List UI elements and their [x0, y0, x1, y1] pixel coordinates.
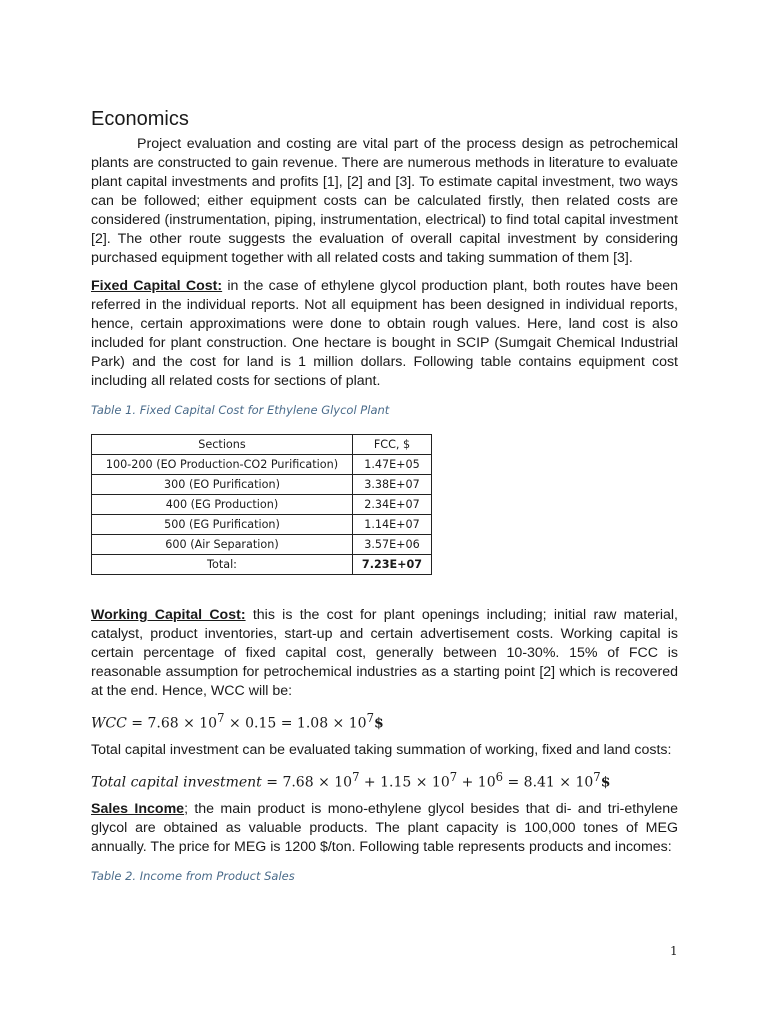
table-cell-section: 600 (Air Separation)	[92, 535, 353, 555]
table-cell-fcc: 3.38E+07	[353, 475, 432, 495]
eq1-unit: $	[373, 715, 384, 732]
table-row	[92, 495, 432, 515]
eq2-exp: 7	[593, 770, 601, 784]
section-heading: Economics	[91, 108, 189, 130]
sales-income-text: ; the main product is mono-ethylene glycol besides that di- and tri-ethylene glycol are obtained as valuable products. The plant capacity is 100,000 tones of MEG annually. The price for MEG is 1200 $/ton. Following table represents products and incomes:	[91, 801, 678, 855]
table-header-fcc: FCC, $	[353, 435, 432, 455]
table-header-row	[92, 435, 432, 455]
fixed-capital-text: in the case of ethylene glycol production plant, both routes have been referred in the individual reports. Not all equipment has been designed in individual reports, hence, certain approximations were done to obtain rough values. Here, land cost is also included for plant construction. One hectare is bought in SCIP (Sumgait Chemical Industrial Park) and the cost for land is 1 million dollars. Following table contains equipment cost including all related costs for sections of plant.	[91, 278, 678, 389]
tci-var: Total capital investment	[91, 774, 262, 791]
eq2-exp: 6	[495, 770, 504, 784]
fixed-capital-label: Fixed Capital Cost:	[91, 278, 223, 294]
table-cell-fcc: 2.34E+07	[353, 495, 432, 515]
table2-caption: Table 2. Income from Product Sales	[91, 869, 295, 883]
table-row	[92, 475, 432, 495]
table-cell-fcc: 3.57E+06	[353, 535, 432, 555]
eq2-exp: 7	[449, 770, 458, 784]
table-total-label: Total:	[92, 555, 353, 575]
fixed-capital-paragraph	[91, 277, 678, 391]
table-cell-section: 100-200 (EO Production-CO2 Purification)	[92, 455, 353, 475]
eq1-part: × 0.15 = 1.08 × 10	[224, 715, 367, 732]
table-cell-section: 300 (EO Purification)	[92, 475, 353, 495]
table-header-sections: Sections	[92, 435, 353, 455]
table1-caption: Table 1. Fixed Capital Cost for Ethylene Glycol Plant	[91, 403, 390, 417]
total-capital-equation	[91, 770, 610, 791]
eq1-exp: 7	[217, 711, 225, 725]
wcc-equation	[91, 711, 384, 732]
table-row	[92, 455, 432, 475]
working-capital-paragraph	[91, 606, 678, 701]
table-cell-section: 500 (EG Purification)	[92, 515, 353, 535]
table-cell-section: 400 (EG Production)	[92, 495, 353, 515]
table-row	[92, 515, 432, 535]
table-cell-fcc: 1.14E+07	[353, 515, 432, 535]
eq2-unit: $	[600, 774, 611, 791]
intro-paragraph: Project evaluation and costing are vital part of the process design as petrochemical plants are constructed to gain revenue. There are numerous methods in literature to evaluate plant capital investments and profits [1], [2] and [3]. To estimate capital investment, two ways can be followed; either equipment costs can be calculated firstly, then related costs are considered (instrumentation, piping, instrumentation, electrical) to find total capital investment [2]. The other route suggests the evaluation of overall capital investment by considering purchased equipment together with all related costs and taking summation of them [3].	[91, 136, 678, 266]
eq1-part: = 7.68 × 10	[126, 715, 218, 732]
table-total-value: 7.23E+07	[353, 555, 432, 575]
eq2-exp: 7	[352, 770, 360, 784]
page-number: 1	[670, 944, 678, 958]
eq2-part: = 8.41 × 10	[503, 774, 594, 791]
sales-income-label: Sales Income	[91, 801, 185, 817]
wcc-var: WCC	[91, 715, 127, 732]
fixed-capital-table	[91, 434, 432, 575]
working-capital-text: this is the cost for plant openings including; initial raw material, catalyst, product inventories, start-up and certain advertisement costs. Working capital is certain percentage of fixed capital cost, generally between 10-30%. 15% of FCC is reasonable assumption for petrochemical industries as a starting point [2] which is recovered at the end. Hence, WCC will be:	[91, 607, 678, 699]
table-cell-fcc: 1.47E+05	[353, 455, 432, 475]
eq2-part: + 1.15 × 10	[359, 774, 450, 791]
sales-income-paragraph	[91, 800, 678, 857]
working-capital-label: Working Capital Cost:	[91, 607, 246, 623]
table-total-row	[92, 555, 432, 575]
eq2-part: = 7.68 × 10	[261, 774, 353, 791]
table-row	[92, 535, 432, 555]
eq2-part: + 10	[457, 774, 496, 791]
eq1-exp: 7	[366, 711, 374, 725]
total-capital-sentence: Total capital investment can be evaluated taking summation of working, fixed and land costs:	[91, 742, 672, 758]
